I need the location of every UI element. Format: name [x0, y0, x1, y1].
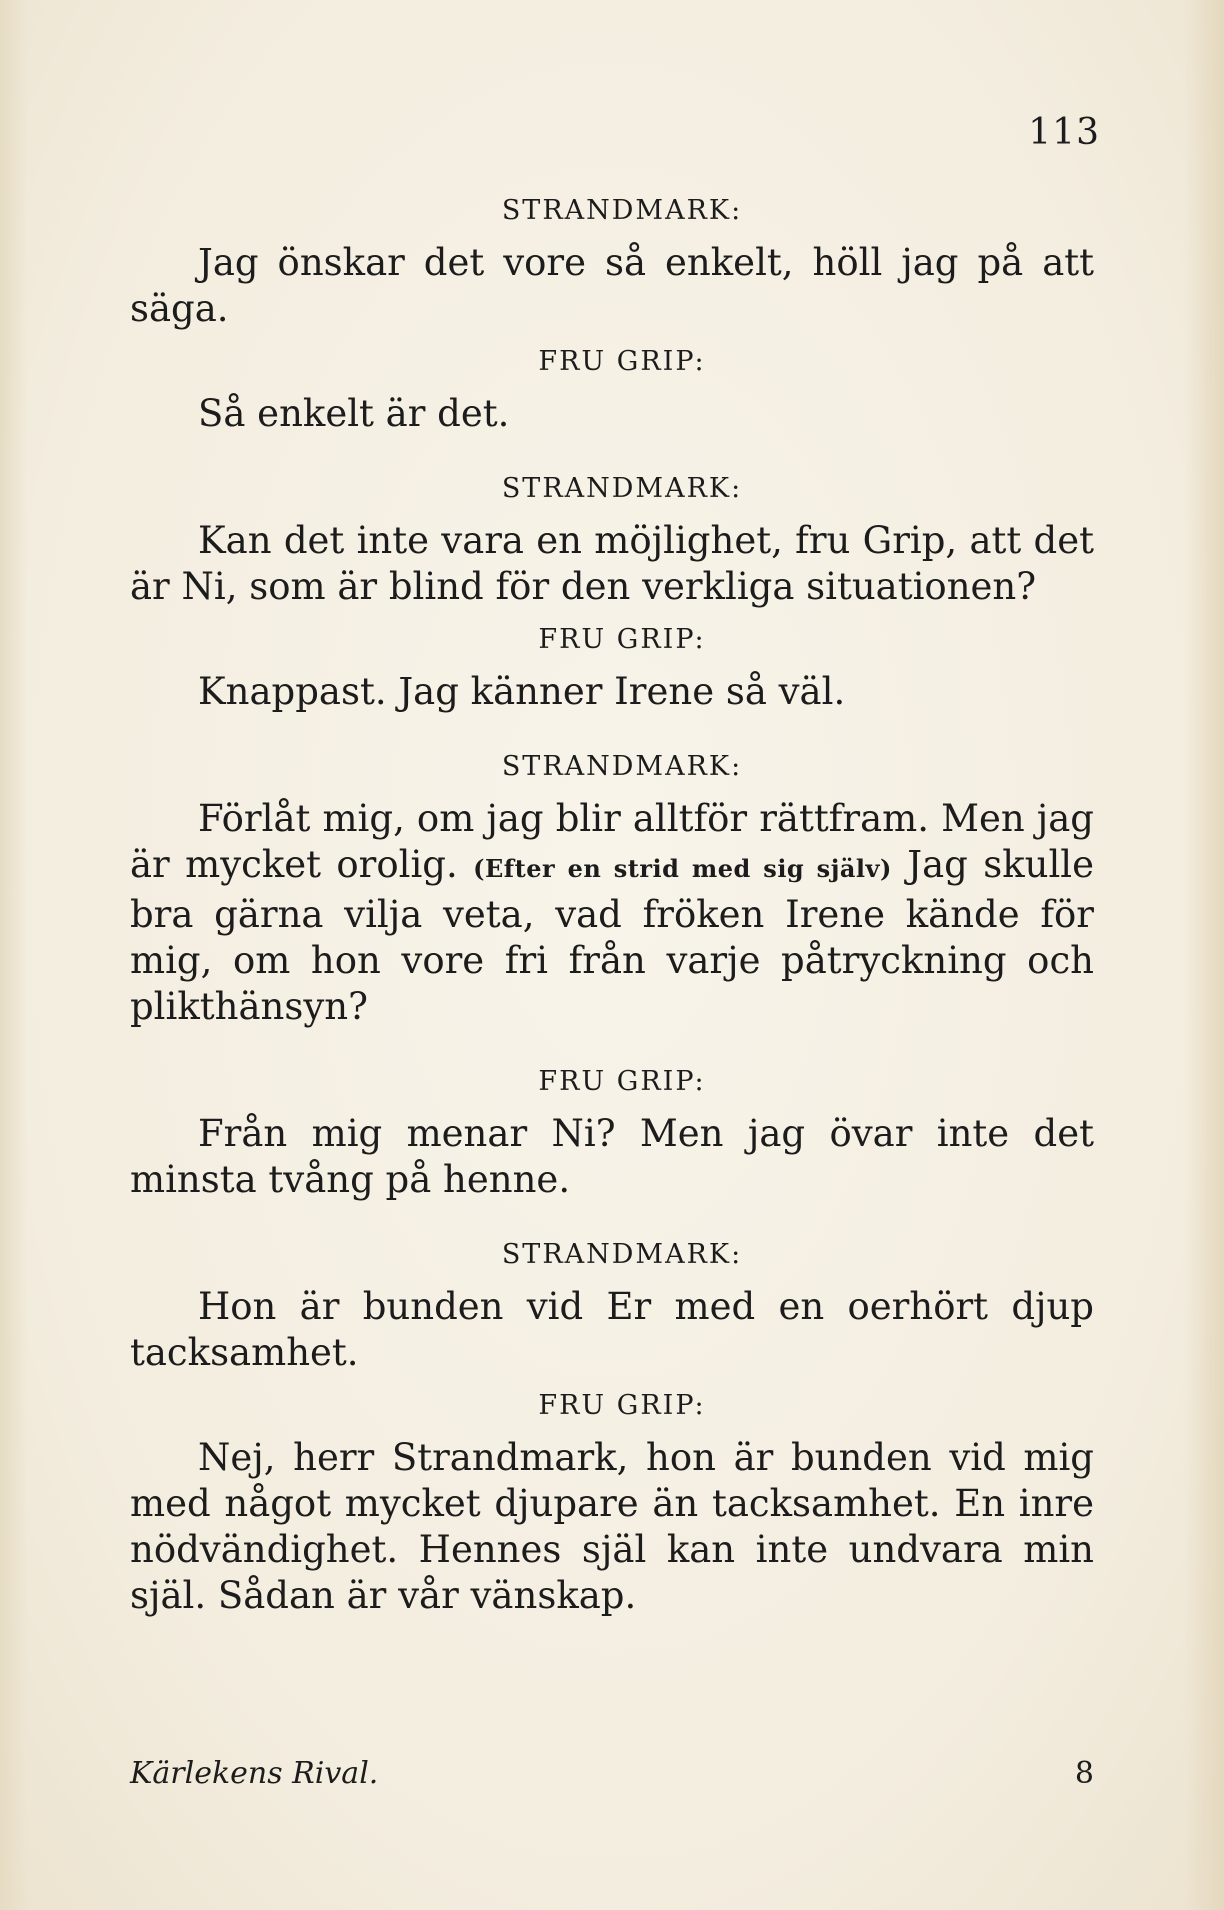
speech-paragraph: Så enkelt är det. — [198, 392, 510, 435]
page-edge-shadow-left — [0, 0, 28, 1910]
book-title: Kärlekens Rival. — [130, 1756, 379, 1791]
speech-text: Förlåt mig, om jag blir alltför rättfram. Men jag är mycket orolig. — [130, 797, 1094, 886]
speaker-label: FRU GRIP: — [538, 1390, 706, 1421]
page-number: 113 — [1028, 112, 1100, 153]
speaker-label: FRU GRIP: — [538, 624, 706, 655]
speech-text: Jag skulle bra gärna vilja veta, vad fröken Irene kände för mig, om hon vore fri från varje påtryckning och plikthänsyn? — [130, 843, 1095, 1028]
speech-paragraph — [130, 796, 1094, 1030]
page-edge-shadow-right — [1184, 0, 1224, 1910]
speech-paragraph: Nej, herr Strandmark, hon är bunden vid mig med något mycket djupare än tacksamhet. En inre nödvändighet. Hennes själ kan inte undvara min själ. Sådan är vår vänskap. — [130, 1436, 1094, 1617]
speech-paragraph: Jag önskar det vore så enkelt, höll jag på att säga. — [130, 241, 1094, 330]
speech-paragraph: Kan det inte vara en möjlighet, fru Grip, att det är Ni, som är blind för den verkliga situationen? — [130, 519, 1094, 608]
dialogue-text — [130, 195, 1094, 1619]
speaker-label: STRANDMARK: — [501, 1239, 743, 1270]
sheet-signature: 8 — [1074, 1756, 1094, 1791]
speaker-label: STRANDMARK: — [501, 473, 743, 504]
speech-paragraph: Knappast. Jag känner Irene så väl. — [198, 670, 846, 713]
speaker-label: FRU GRIP: — [538, 1066, 706, 1097]
stage-direction: (Efter en strid med sig själv) — [473, 854, 892, 883]
speaker-label: FRU GRIP: — [538, 346, 706, 377]
speaker-label: STRANDMARK: — [501, 195, 743, 226]
speech-paragraph: Från mig menar Ni? Men jag övar inte det minsta tvång på henne. — [130, 1112, 1094, 1201]
speech-paragraph: Hon är bunden vid Er med en oerhört djup tacksamhet. — [130, 1285, 1094, 1374]
speaker-label: STRANDMARK: — [501, 751, 743, 782]
